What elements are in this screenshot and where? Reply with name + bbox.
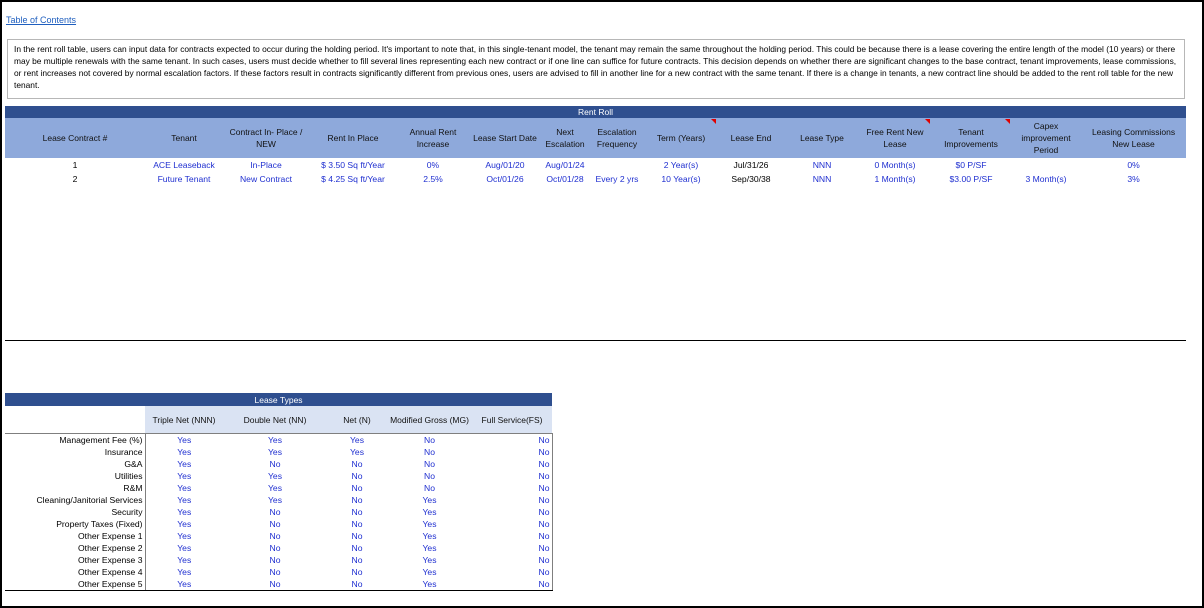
intro-note: In the rent roll table, users can input data for contracts expected to occur during the holding period. It's important to note that, in this single-tenant model, the tenant may remain the same throughout the holding period. This could be because there is a lease covering the entire length of the model (10 years) or there may be multiple renewals with the same tenant. In such cases, users must decide whether to fill several lines representing each new contract or if one line can suffice for future contracts. This decision depends on whether there are significant changes to the base contract, tenant improvements, lease commissions, or rent increases not covered by normal escalation factors. If these factors result in contracts significantly different from previous ones, users are advised to fill in another line for a new contract with the same tenant. If there is a change in tenants, a new contract line should be added to the rent roll table for the new tenant. — [7, 39, 1185, 99]
table-of-contents-link[interactable]: Table of Contents — [6, 15, 77, 25]
fs-value[interactable]: No — [472, 542, 552, 554]
tenant-improvements-cell[interactable]: $3.00 P/SF — [949, 174, 993, 184]
escalation-frequency-cell[interactable]: Every 2 yrs — [595, 174, 639, 184]
mg-value[interactable]: No — [424, 459, 435, 469]
free-rent-cell[interactable]: 0 Month(s) — [874, 160, 916, 170]
lease-types-table — [5, 393, 553, 591]
nnn-value[interactable]: Yes — [177, 567, 192, 577]
contract-status-cell[interactable]: New Contract — [239, 174, 293, 184]
n-value[interactable]: Yes — [349, 447, 365, 457]
mg-value[interactable]: Yes — [387, 578, 472, 591]
rent-in-place-cell[interactable]: $ 3.50 Sq ft/Year — [321, 160, 385, 170]
rent-roll-title: Rent Roll — [5, 106, 1186, 118]
rent-roll-empty-area[interactable] — [5, 158, 1186, 341]
lease-types-corner — [5, 406, 145, 434]
lease-type-cell[interactable]: NNN — [812, 160, 832, 170]
lease-types-header-row — [5, 406, 552, 434]
nn-value[interactable]: No — [269, 543, 281, 553]
nnn-value[interactable]: Yes — [177, 435, 192, 445]
nn-value[interactable]: No — [269, 531, 281, 541]
expense-label: Other Expense 5 — [5, 578, 145, 591]
fs-value[interactable]: No — [472, 566, 552, 578]
header-tenant: Tenant — [145, 118, 223, 158]
nn-value[interactable]: No — [269, 555, 281, 565]
expense-label: Security — [5, 506, 145, 518]
contract-status-cell[interactable]: In-Place — [250, 160, 282, 170]
header-contract-status: Contract In- Place / NEW — [223, 118, 309, 158]
n-value[interactable]: Yes — [349, 435, 365, 445]
expense-label: Utilities — [5, 470, 145, 482]
table-row — [5, 518, 552, 530]
table-row — [5, 506, 552, 518]
annual-rent-increase-cell[interactable]: 2.5% — [423, 174, 443, 184]
expense-label: Property Taxes (Fixed) — [5, 518, 145, 530]
next-escalation-cell[interactable]: Oct/01/28 — [546, 174, 584, 184]
nn-value[interactable]: No — [269, 507, 281, 517]
table-row — [5, 470, 552, 482]
lease-start-date-cell[interactable]: Aug/01/20 — [485, 160, 525, 170]
n-value[interactable]: No — [351, 531, 363, 541]
lease-types-title: Lease Types — [5, 393, 552, 406]
header-rent-in-place: Rent In Place — [309, 118, 397, 158]
fs-value[interactable]: No — [472, 482, 552, 494]
nn-value[interactable]: No — [269, 519, 281, 529]
table-row — [5, 530, 552, 542]
fs-value[interactable]: No — [472, 530, 552, 542]
fs-value[interactable]: No — [472, 554, 552, 566]
expense-label: G&A — [5, 458, 145, 470]
mg-value[interactable]: Yes — [422, 531, 437, 541]
nnn-value[interactable]: Yes — [145, 578, 223, 591]
mg-value[interactable]: Yes — [422, 567, 437, 577]
nn-value[interactable]: Yes — [267, 435, 283, 445]
mg-value[interactable]: No — [424, 447, 435, 457]
header-triple-net: Triple Net (NNN) — [145, 406, 223, 434]
n-value[interactable]: No — [351, 555, 363, 565]
n-value[interactable]: No — [351, 459, 363, 469]
rent-roll-header-row — [5, 118, 1186, 158]
nnn-value[interactable]: Yes — [177, 519, 192, 529]
tenant-cell[interactable]: ACE Leaseback — [153, 160, 215, 170]
nn-value[interactable]: Yes — [267, 483, 283, 493]
comment-indicator-icon[interactable] — [711, 119, 716, 124]
table-row — [5, 434, 552, 447]
header-annual-rent-increase: Annual Rent Increase — [397, 118, 469, 158]
header-lease-contract: Lease Contract # — [5, 118, 145, 158]
expense-label: Insurance — [5, 446, 145, 458]
rent-in-place-cell[interactable]: $ 4.25 Sq ft/Year — [321, 174, 385, 184]
leasing-commissions-cell[interactable]: 0% — [1127, 160, 1140, 170]
header-free-rent-label: Free Rent New Lease — [866, 127, 924, 149]
mg-value[interactable]: Yes — [422, 507, 437, 517]
lease-end-cell[interactable]: Jul/31/26 — [733, 160, 769, 170]
lease-contract-number[interactable]: 2 — [72, 174, 78, 184]
expense-label: R&M — [5, 482, 145, 494]
mg-value[interactable]: Yes — [422, 555, 437, 565]
n-value[interactable]: No — [351, 567, 363, 577]
nnn-value[interactable]: Yes — [177, 555, 192, 565]
n-value[interactable]: No — [351, 495, 363, 505]
expense-label: Other Expense 3 — [5, 554, 145, 566]
comment-indicator-icon[interactable] — [1005, 119, 1010, 124]
fs-value[interactable]: No — [472, 578, 552, 591]
header-lease-start-date: Lease Start Date — [469, 118, 541, 158]
header-term-years — [645, 118, 717, 158]
header-net: Net (N) — [327, 406, 387, 434]
header-modified-gross: Modified Gross (MG) — [387, 406, 472, 434]
table-row — [5, 578, 552, 591]
nnn-value[interactable]: Yes — [177, 459, 192, 469]
header-capex-period: Capex improvement Period — [1011, 118, 1081, 158]
free-rent-cell[interactable]: 1 Month(s) — [874, 174, 916, 184]
mg-value[interactable]: No — [424, 483, 435, 493]
nn-value[interactable]: No — [269, 459, 281, 469]
nn-value[interactable]: Yes — [267, 495, 283, 505]
fs-value[interactable]: No — [472, 494, 552, 506]
table-row — [5, 542, 552, 554]
mg-value[interactable]: No — [424, 471, 435, 481]
expense-label: Other Expense 2 — [5, 542, 145, 554]
expense-label: Management Fee (%) — [5, 434, 145, 447]
nnn-value[interactable]: Yes — [177, 471, 192, 481]
header-tenant-improvements — [931, 118, 1011, 158]
nnn-value[interactable]: Yes — [177, 531, 192, 541]
mg-value[interactable]: Yes — [422, 543, 437, 553]
nn-value[interactable]: No — [269, 567, 281, 577]
fs-value[interactable]: No — [472, 506, 552, 518]
capex-period-cell[interactable]: 3 Month(s) — [1025, 174, 1067, 184]
n-value[interactable]: No — [351, 543, 363, 553]
mg-value[interactable]: Yes — [422, 495, 437, 505]
nnn-value[interactable]: Yes — [177, 483, 192, 493]
term-years-cell[interactable]: 2 Year(s) — [663, 160, 699, 170]
fs-value[interactable]: No — [472, 434, 552, 447]
header-escalation-frequency: Escalation Frequency — [589, 118, 645, 158]
annual-rent-increase-cell[interactable]: 0% — [426, 160, 440, 170]
n-value[interactable]: No — [351, 507, 363, 517]
nnn-value[interactable]: Yes — [177, 447, 192, 457]
header-next-escalation: Next Escalation — [541, 118, 589, 158]
n-value[interactable]: No — [327, 578, 387, 591]
tenant-cell[interactable]: Future Tenant — [157, 174, 211, 184]
table-row — [5, 566, 552, 578]
table-row — [5, 446, 552, 458]
expense-label: Cleaning/Janitorial Services — [5, 494, 145, 506]
nn-value[interactable]: Yes — [267, 447, 283, 457]
expense-label: Other Expense 4 — [5, 566, 145, 578]
table-row — [5, 494, 552, 506]
expense-label: Other Expense 1 — [5, 530, 145, 542]
leasing-commissions-cell[interactable]: 3% — [1127, 174, 1140, 184]
fs-value[interactable]: No — [472, 458, 552, 470]
header-leasing-commissions: Leasing Commissions New Lease — [1081, 118, 1186, 158]
nn-value[interactable]: No — [223, 578, 327, 591]
nnn-value[interactable]: Yes — [177, 495, 192, 505]
header-term-years-label: Term (Years) — [656, 133, 706, 143]
lease-contract-number[interactable]: 1 — [72, 160, 78, 170]
mg-value[interactable]: Yes — [422, 519, 437, 529]
table-row — [5, 458, 552, 470]
table-row — [5, 554, 552, 566]
lease-end-cell[interactable]: Sep/30/38 — [731, 174, 771, 184]
n-value[interactable]: No — [351, 471, 363, 481]
comment-indicator-icon[interactable] — [925, 119, 930, 124]
tenant-improvements-cell[interactable]: $0 P/SF — [955, 160, 987, 170]
nn-value[interactable]: Yes — [267, 471, 283, 481]
lease-type-cell[interactable]: NNN — [812, 174, 832, 184]
header-free-rent — [859, 118, 931, 158]
fs-value[interactable]: No — [472, 518, 552, 530]
next-escalation-cell[interactable]: Aug/01/24 — [545, 160, 585, 170]
mg-value[interactable]: No — [424, 435, 435, 445]
fs-value[interactable]: No — [472, 470, 552, 482]
header-full-service: Full Service(FS) — [472, 406, 552, 434]
nnn-value[interactable]: Yes — [177, 507, 192, 517]
nnn-value[interactable]: Yes — [177, 543, 192, 553]
term-years-cell[interactable]: 10 Year(s) — [661, 174, 701, 184]
fs-value[interactable]: No — [472, 446, 552, 458]
header-lease-end: Lease End — [717, 118, 785, 158]
lease-start-date-cell[interactable]: Oct/01/26 — [486, 174, 524, 184]
n-value[interactable]: No — [351, 519, 363, 529]
table-row — [5, 482, 552, 494]
header-double-net: Double Net (NN) — [223, 406, 327, 434]
header-tenant-improvements-label: Tenant Improvements — [944, 127, 998, 149]
n-value[interactable]: No — [351, 483, 363, 493]
header-lease-type: Lease Type — [785, 118, 859, 158]
